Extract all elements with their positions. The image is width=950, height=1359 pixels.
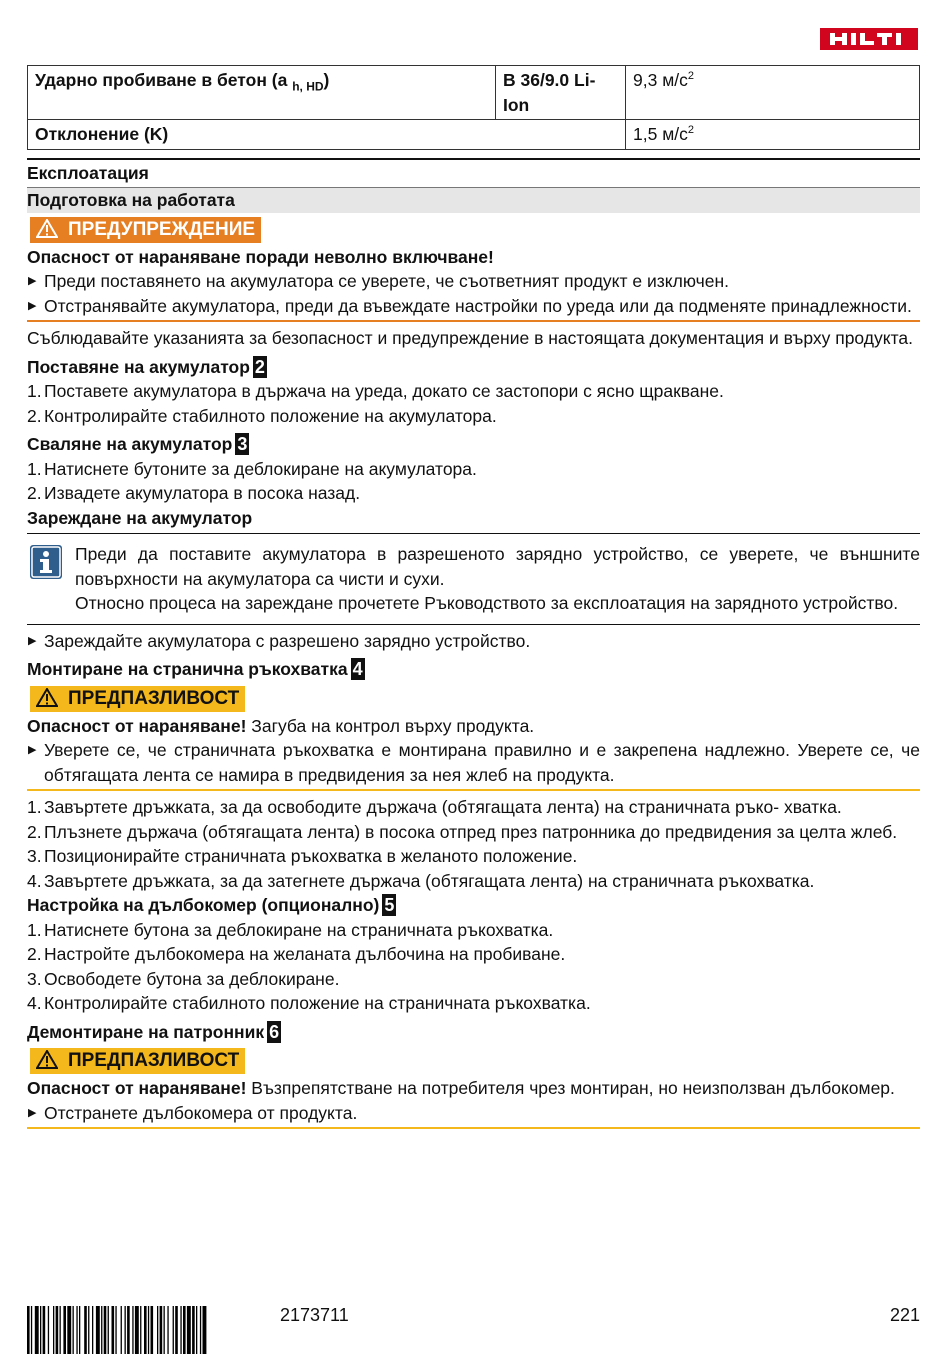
charge-battery-title: Зареждане на акумулатор bbox=[27, 506, 920, 535]
list-item: 4. Завъртете дръжката, за да затегнете държача (обтягащата лента) на страничната ръкохватка. bbox=[27, 870, 815, 891]
list-item: 2. Плъзнете държача (обтягащата лента) в посока отпред през патронника до предвидения за целта жлеб. bbox=[27, 821, 898, 842]
spec-table bbox=[27, 65, 920, 150]
side-handle-steps bbox=[27, 795, 920, 893]
barcode bbox=[27, 1306, 259, 1354]
list-item: ▶ Отстранявайте акумулатора, преди да въвеждате настройки по уреда или да подменяте принадлежности. bbox=[27, 294, 920, 319]
remove-battery-steps bbox=[27, 457, 920, 506]
list-item: 2. Настройте дълбокомера на желаната дълбочина на пробиване. bbox=[27, 944, 566, 964]
table-cell-label: Ударно пробиване в бетон (a $_{h, HD}$) bbox=[28, 66, 496, 120]
figure-reference: 2 bbox=[254, 356, 265, 377]
warning-heading: Опасност от нараняване поради неволно включване! bbox=[27, 246, 494, 267]
list-item: 1. Завъртете дръжката, за да освободите държача (обтягащата лента) на страничната ръко- хватка. bbox=[27, 797, 842, 817]
caution-text: Опасност от нараняване! Възпрепятстване на потребителя чрез монтиран, но неизползван дълбокомер. bbox=[27, 1078, 895, 1098]
info-icon bbox=[29, 544, 63, 580]
list-item: 3. Освободете бутона за деблокиране. bbox=[27, 968, 340, 989]
caution-text: Опасност от нараняване! Загуба на контрол върху продукта. bbox=[27, 715, 535, 736]
table-cell-label: Отклонение (K) bbox=[28, 120, 626, 150]
warning-list bbox=[27, 269, 920, 318]
list-item: 3. Позиционирайте страничната ръкохватка в желаното положение. bbox=[27, 846, 578, 866]
charge-battery-list bbox=[27, 629, 920, 654]
caution-badge: ПРЕДПАЗЛИВОСТ bbox=[30, 1048, 245, 1074]
caution-badge: ПРЕДПАЗЛИВОСТ bbox=[30, 686, 245, 712]
depth-gauge-title: Настройка на дълбокомер (опционално) 5 bbox=[27, 895, 395, 915]
list-item: 2. Извадете акумулатора в посока назад. bbox=[27, 483, 361, 503]
table-row bbox=[28, 120, 920, 150]
info-paragraph: Преди да поставите акумулатора в разрешеното зарядно устройство, се уверете, че външните повърхности на акумулатора са чисти и сухи. bbox=[75, 544, 920, 589]
warning-triangle-icon bbox=[36, 688, 58, 707]
list-item: ▶ Отстранете дълбокомера от продукта. bbox=[27, 1101, 920, 1126]
list-item: 1. Натиснете бутоните за деблокиране на акумулатора. bbox=[27, 458, 477, 479]
list-item: ▶ Зареждайте акумулатора с разрешено зарядно устройство. bbox=[27, 629, 920, 654]
page-content bbox=[27, 65, 920, 1133]
caution-list bbox=[27, 738, 920, 787]
insert-battery-title: Поставяне на акумулатор 2 bbox=[27, 356, 265, 377]
list-item: 2. Контролирайте стабилното положение на акумулатора. bbox=[27, 405, 497, 426]
figure-reference: 4 bbox=[352, 659, 363, 679]
list-item: 1. Натиснете бутона за деблокиране на страничната ръкохватка. bbox=[27, 919, 554, 940]
warning-triangle-icon bbox=[36, 219, 58, 238]
caution-list bbox=[27, 1101, 920, 1126]
hilti-logo bbox=[820, 28, 918, 50]
warning-badge: ПРЕДУПРЕЖДЕНИЕ bbox=[30, 217, 261, 243]
remove-battery-title: Сваляне на акумулатор 3 bbox=[27, 434, 248, 454]
section-title: Експлоатация bbox=[27, 158, 920, 186]
warning-block bbox=[27, 213, 920, 323]
caution-block bbox=[27, 682, 920, 792]
figure-reference: 5 bbox=[384, 895, 395, 915]
info-box bbox=[27, 534, 920, 625]
table-row bbox=[28, 66, 920, 120]
warning-triangle-icon bbox=[36, 1050, 58, 1069]
list-item: ▶ Преди поставянето на акумулатора се уверете, че съответният продукт е изключен. bbox=[27, 269, 920, 294]
chuck-removal-title: Демонтиране на патронник 6 bbox=[27, 1021, 280, 1042]
info-paragraph: Относно процеса на зареждане прочетете Ръководството за експлоатация на зарядното устройство. bbox=[75, 593, 899, 613]
list-item: ▶ Уверете се, че страничната ръкохватка е монтирана правилно и е закрепена надлежно. Уверете се, че обтягащата лента се намира в предвидения за нея жлеб на продукта. bbox=[27, 738, 920, 787]
table-cell-value: 9,3 $м/с^2$ bbox=[626, 66, 920, 120]
insert-battery-steps bbox=[27, 379, 920, 428]
list-item: 1. Поставете акумулатора в държача на уреда, докато се застопори с ясно щракване. bbox=[27, 381, 724, 401]
figure-reference: 6 bbox=[269, 1021, 280, 1042]
caution-block bbox=[27, 1044, 920, 1129]
table-cell-model: B 36/9.0 Li-Ion bbox=[496, 66, 626, 120]
depth-gauge-steps bbox=[27, 918, 920, 1016]
figure-reference: 3 bbox=[237, 434, 248, 454]
document-code: 2173711 bbox=[280, 1305, 349, 1325]
info-text bbox=[75, 542, 920, 616]
table-cell-value: 1,5 $м/с^2$ bbox=[626, 120, 920, 150]
page-number: 221 bbox=[889, 1305, 920, 1325]
list-item: 4. Контролирайте стабилното положение на страничната ръкохватка. bbox=[27, 993, 591, 1013]
safety-note: Съблюдавайте указанията за безопасност и предупреждение в настоящата документация и върху продукта. bbox=[27, 328, 913, 348]
subsection-title: Подготовка на работата bbox=[27, 187, 920, 213]
side-handle-title: Монтиране на странична ръкохватка 4 bbox=[27, 659, 363, 679]
